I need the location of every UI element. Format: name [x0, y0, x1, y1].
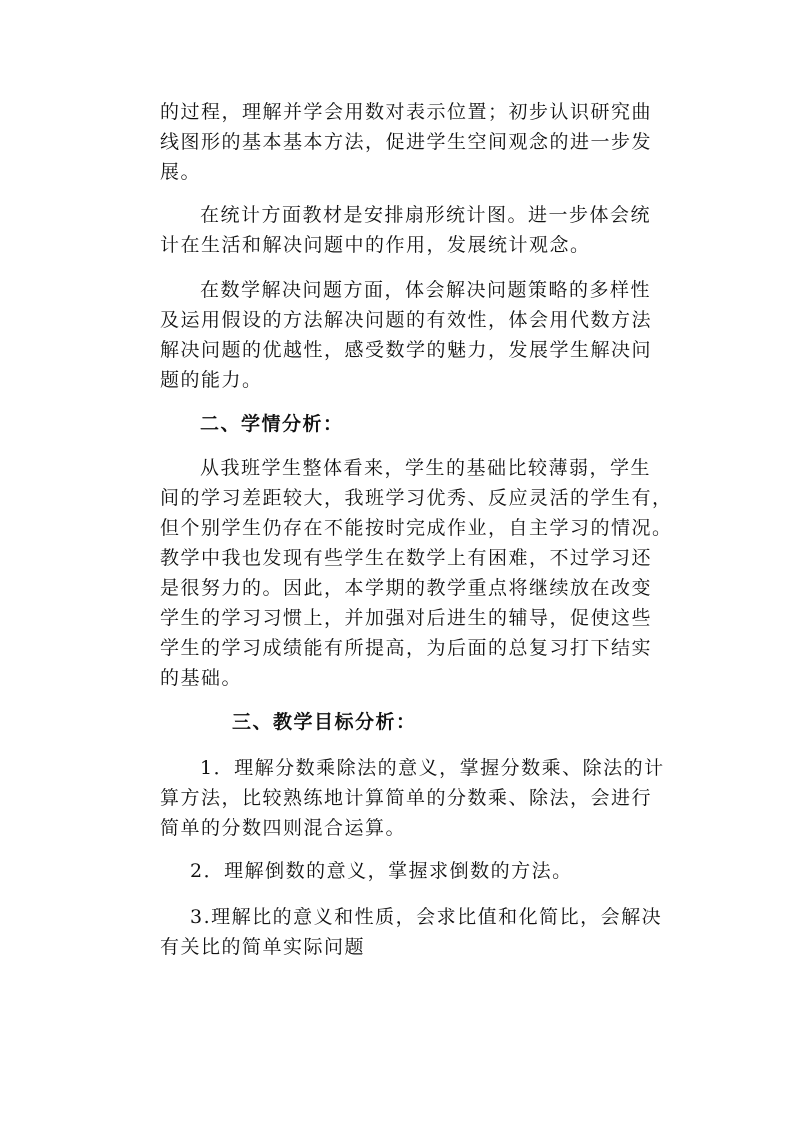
paragraph-line: 学生的学习成绩能有所提高，为后面的总复习打下结实 — [160, 637, 653, 659]
paragraph-line: 简单的分数四则混合运算。 — [160, 817, 407, 839]
paragraph-line: 学生的学习习惯上，并加强对后进生的辅导，促使这些 — [160, 607, 653, 629]
paragraph-line: 但个别学生仍存在不能按时完成作业，自主学习的情况。 — [160, 517, 673, 539]
paragraph-line: 解决问题的优越性，感受数学的魅力，发展学生解决问 — [160, 339, 653, 361]
paragraph-line: 从我班学生整体看来，学生的基础比较薄弱，学生 — [200, 457, 652, 479]
section-heading: 三、教学目标分析： — [232, 711, 417, 733]
paragraph-line: 2．理解倒数的意义，掌握求倒数的方法。 — [190, 860, 573, 882]
paragraph-line: 及运用假设的方法解决问题的有效性，体会用代数方法 — [160, 309, 653, 331]
paragraph-line: 3.理解比的意义和性质，会求比值和化简比，会解决 — [190, 906, 663, 928]
paragraph-line: 线图形的基本基本方法，促进学生空间观念的进一步发 — [160, 131, 653, 153]
paragraph-line: 有关比的简单实际问题 — [160, 936, 366, 958]
paragraph-line: 题的能力。 — [160, 369, 263, 391]
paragraph-line: 算方法，比较熟练地计算简单的分数乘、除法，会进行 — [160, 787, 653, 809]
paragraph-line: 教学中我也发现有些学生在数学上有困难，不过学习还 — [160, 547, 653, 569]
paragraph-line: 在数学解决问题方面，体会解决问题策略的多样性 — [200, 279, 652, 301]
paragraph-line: 是很努力的。因此，本学期的教学重点将继续放在改变 — [160, 577, 653, 599]
paragraph-line: 在统计方面教材是安排扇形统计图。进一步体会统 — [200, 204, 652, 226]
paragraph-line: 计在生活和解决问题中的作用，发展统计观念。 — [160, 234, 591, 256]
section-heading: 二、学情分析： — [200, 413, 344, 435]
paragraph-line: 的过程，理解并学会用数对表示位置；初步认识研究曲 — [160, 101, 653, 123]
paragraph-line: 的基础。 — [160, 667, 243, 689]
paragraph-line: 1．理解分数乘除法的意义，掌握分数乘、除法的计 — [200, 757, 665, 779]
paragraph-line: 展。 — [160, 161, 202, 183]
paragraph-line: 间的学习差距较大，我班学习优秀、反应灵活的学生有， — [160, 487, 673, 509]
